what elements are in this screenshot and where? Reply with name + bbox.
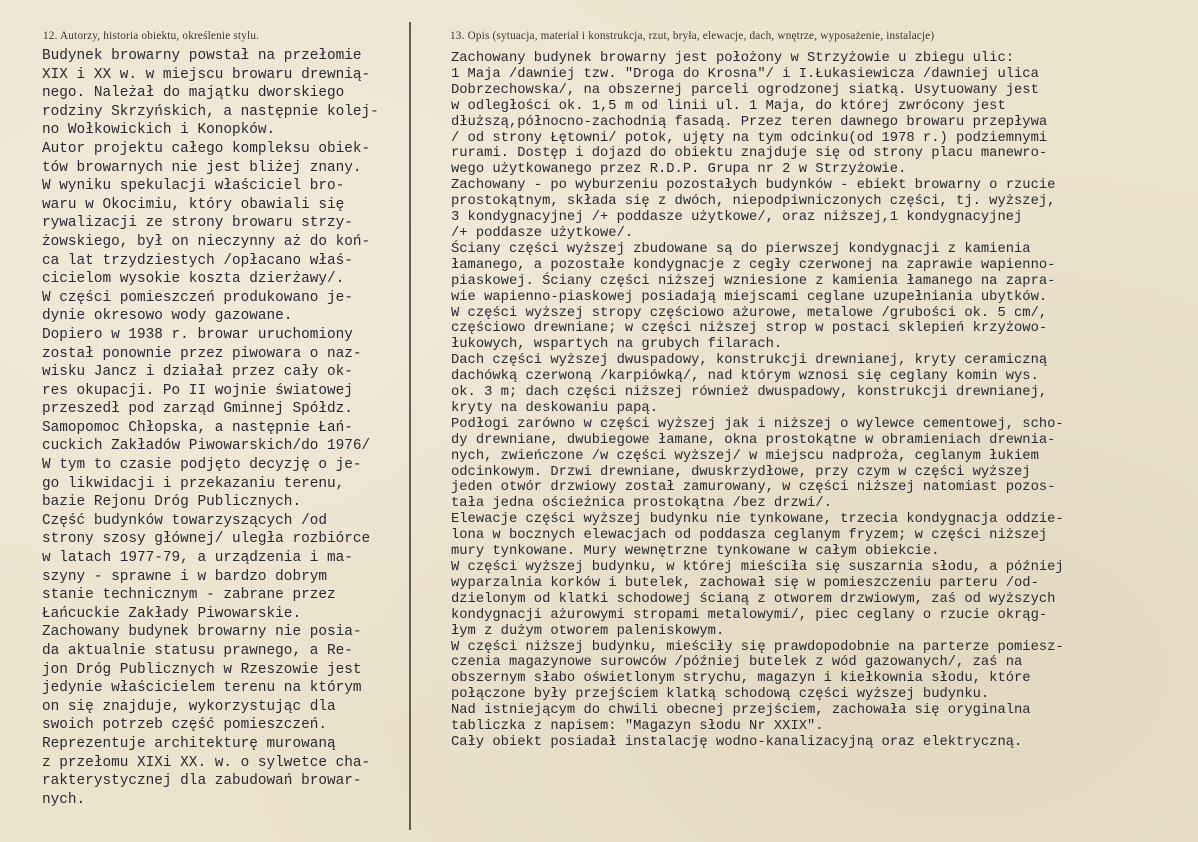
- left-column-heading: 12. Autorzy, historia obiektu, określenie stylu.: [43, 30, 260, 42]
- column-divider: [409, 22, 411, 830]
- history-text: Budynek browarny powstał na przełomie XIX i XX w. w miejscu browaru drewnią- nego. Należał do majątku dworskiego rodziny Skrzyńskich, a następnie kolej- no Wołkowickich i Konopków. Autor projektu całego kompleksu obiek- tów browarnych nie jest bliżej znany. W wyniku spekulacji właściciel bro- waru w Okocimiu, który obawiali się rywalizacji ze strony browaru strzy- żowskiego, był on nieczynny aż do koń- ca lat trzydziestych /opłacano właś- cicielom wysokie koszta dzierżawy/. W części pomieszczeń produkowano je- dynie okresowo wody gazowane. Dopiero w 1938 r. browar uruchomiony został ponownie przez piwowara o naz- wisku Jancz i działał przez cały ok- res okupacji. Po II wojnie światowej przeszedł pod zarząd Gminnej Spółdz. Samopomoc Chłopska, a następnie Łań- cuckich Zakładów Piwowarskich/do 1976/ W tym to czasie podjęto decyzję o je- go likwidacji i przekazaniu terenu, bazie Rejonu Dróg Publicznych. Część budynków towarzyszących /od strony szosy głównej/ uległa rozbiórce w latach 1977-79, a urządzenia i ma- szyny - sprawne i w bardzo dobrym stanie technicznym - zabrane przez Łańcuckie Zakłady Piwowarskie. Zachowany budynek browarny nie posia- da aktualnie statusu prawnego, a Re- jon Dróg Publicznych w Rzeszowie jest jedynie właścicielem terenu na którym on się znajduje, wykorzystując dla swoich potrzeb część pomieszczeń. Reprezentuje architekturę murowaną z przełomu XIXi XX. w. o sylwetce cha- rakterystycznej dla zabudowań browar- nych.: [42, 48, 379, 808]
- right-column-heading: 13. Opis (sytuacja, materiał i konstrukcja, rzut, bryła, elewacje, dach, wnętrze, wyposażenie, instalacje): [450, 30, 935, 42]
- description-text: Zachowany budynek browarny jest położony w Strzyżowie u zbiegu ulic: 1 Maja /dawniej tzw. "Droga do Krosna"/ i I.Łukasiewicza /dawniej ulica Dobrzechowska/, na obszernej parceli ogrodzonej siatką. Usytuowany jest w odległości ok. 1,5 m od linii ul. 1 Maja, do której zwrócony jest dłuższą,północno-zachodnią fasadą. Przez teren dawnego browaru przepływa / od strony Łętowni/ potok, ujęty na tym odcinku(od 1978 r.) podziemnymi rurami. Dostęp i dojazd do obiektu znajduje się od strony placu manewro- wego użytkowanego przez R.D.P. Grupa nr 2 w Strzyżowie. Zachowany - po wyburzeniu pozostałych budynków - ebiekt browarny o rzucie prostokątnym, składa się z dwóch, niepodpiwniczonych części, tj. wyższej, 3 kondygnacyjnej /+ poddasze użytkowe/, oraz niższej,1 kondygnacyjnej /+ poddasze użytkowe/. Ściany części wyższej zbudowane są do pierwszej kondygnacji z kamienia łamanego, a pozostałe kondygnacje z cegły czerwonej na zaprawie wapienno- piaskowej. Ściany części niższej wzniesione z kamienia łamanego na zapra- wie wapienno-piaskowej posiadają miejscami ceglane uzupełniania ubytków. W części wyższej stropy częściowo ażurowe, metalowe /grubości ok. 5 cm/, częściowo drewniane; w części niższej strop w postaci sklepień krzyżowo- łukowych, wspartych na grubych filarach. Dach części wyższej dwuspadowy, konstrukcji drewnianej, kryty ceramiczną dachówką czerwoną /karpiówką/, nad którym wznosi się ceglany komin wys. ok. 3 m; dach części niższej również dwuspadowy, konstrukcji drewnianej, kryty na deskowaniu papą. Podłogi zarówno w części wyższej jak i niższej o wylewce cementowej, scho- dy drewniane, dwubiegowe łamane, okna prostokątne w obramieniach drewnia- nych, zwieńczone /w części wyższej/ w miejscu nadproża, ceglanym łukiem odcinkowym. Drzwi drewniane, dwuskrzydłowe, przy czym w części wyższej jeden otwór drzwiowy został zamurowany, w części niższej natomiast pozos- tała jedna ościeżnica prostokątna /bez drzwi/. Elewacje części wyższej budynku nie tynkowane, trzecia kondygnacja oddzie- lona w bocznych elewacjach od poddasza ceglanym fryzem; w części niższej mury tynkowane. Mury wewnętrzne tynkowane w całym obiekcie. W części wyższej budynku, w której mieściła się suszarnia słodu, a później wyparzalnia korków i butelek, zachował się w pomieszczeniu parteru /od- dzielonym od klatki schodowej ścianą z otworem drzwiowym, zaś od wyższych kondygnacji ażurowymi stropami metalowymi/, piec ceglany o rzucie okrąg- łym z dużym otworem paleniskowym. W części niższej budynku, mieściły się prawdopodobnie na parterze pomiesz- czenia magazynowe surowców /później butelek z wód gazowanych/, zaś na obszernym słabo oświetlonym strychu, magazyn i kiełkownia słodu, które połączone były przejściem klatką schodową części wyższej budynku. Nad istniejącym do chwili obecnej przejściem, zachowała się oryginalna tabliczka z napisem: "Magazyn słodu Nr XXIX". Cały obiekt posiadał instalację wodno-kanalizacyjną oraz elektryczną.: [451, 51, 1064, 750]
